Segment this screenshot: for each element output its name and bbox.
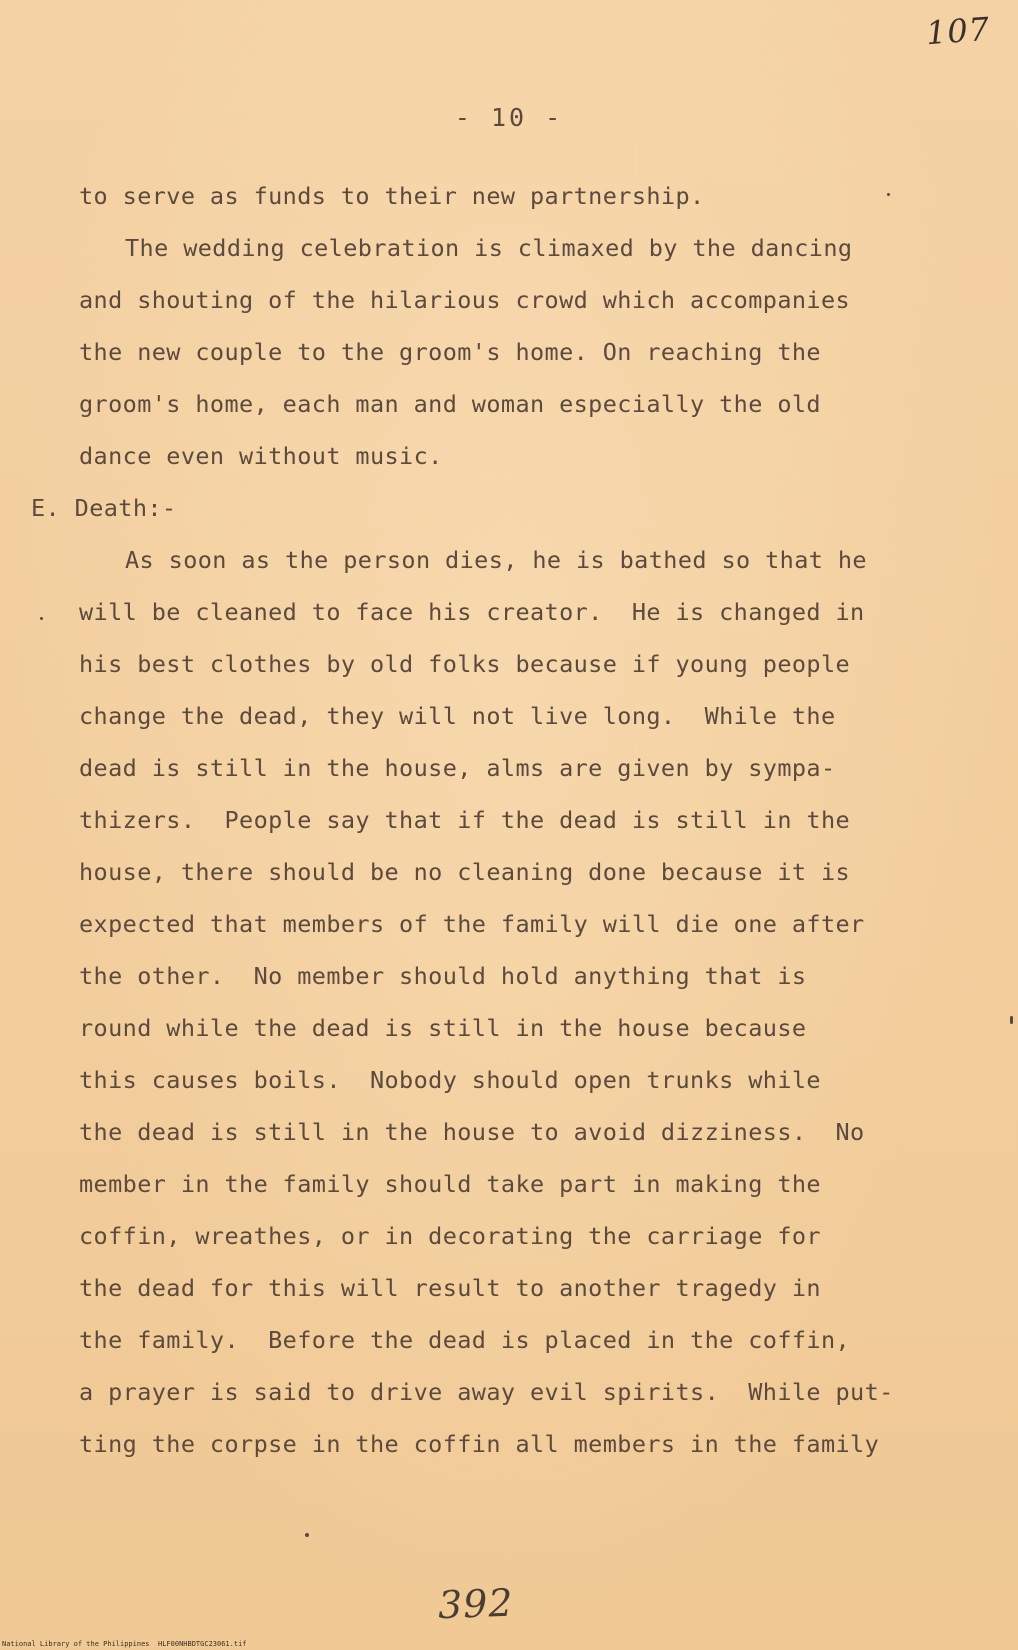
text-line: As soon as the person dies, he is bathed so that he [125, 546, 867, 574]
text-line: house, there should be no cleaning done because it is [79, 858, 851, 886]
text-line: this causes boils. Nobody should open trunks while [79, 1066, 821, 1094]
text-line: The wedding celebration is climaxed by the dancing [125, 234, 853, 262]
text-line: a prayer is said to drive away evil spirits. While put- [79, 1378, 894, 1406]
text-line: the dead is still in the house to avoid dizziness. No [79, 1118, 865, 1146]
text-line: the other. No member should hold anything that is [79, 962, 807, 990]
handwritten-page-number: 107 [924, 9, 992, 53]
text-line: change the dead, they will not live long. While the [79, 702, 836, 730]
section-heading: E. Death:- [31, 494, 177, 522]
text-line: will be cleaned to face his creator. He is changed in [79, 598, 865, 626]
text-line: the family. Before the dead is placed in the coffin, [79, 1326, 851, 1354]
text-line: expected that members of the family will die one after [79, 910, 865, 938]
text-line: thizers. People say that if the dead is still in the [79, 806, 851, 834]
text-line: coffin, wreathes, or in decorating the carriage for [79, 1222, 821, 1250]
scan-footer [0, 1636, 1018, 1650]
paper-speck [305, 1533, 309, 1537]
footer-file-id: HLF00NHBDTGC23061.tif [158, 1640, 247, 1648]
paper-speck [40, 617, 43, 620]
text-line: to serve as funds to their new partnership. [79, 182, 705, 210]
text-line: ting the corpse in the coffin all members in the family [79, 1430, 880, 1458]
text-line: member in the family should take part in making the [79, 1170, 821, 1198]
paper-speck [1010, 1016, 1013, 1024]
text-line: and shouting of the hilarious crowd which accompanies [79, 286, 851, 314]
text-line: dance even without music. [79, 442, 443, 470]
handwritten-folio-number: 392 [437, 1580, 515, 1628]
typed-page-number: - 10 - [454, 103, 564, 132]
text-line: dead is still in the house, alms are given by sympa- [79, 754, 836, 782]
paper-speck [887, 193, 890, 196]
footer-institution: National Library of the Philippines [2, 1640, 150, 1648]
text-line: round while the dead is still in the house because [79, 1014, 807, 1042]
text-line: the dead for this will result to another tragedy in [79, 1274, 821, 1302]
text-line: groom's home, each man and woman especially the old [79, 390, 821, 418]
text-line: the new couple to the groom's home. On reaching the [79, 338, 821, 366]
text-line: his best clothes by old folks because if young people [79, 650, 851, 678]
